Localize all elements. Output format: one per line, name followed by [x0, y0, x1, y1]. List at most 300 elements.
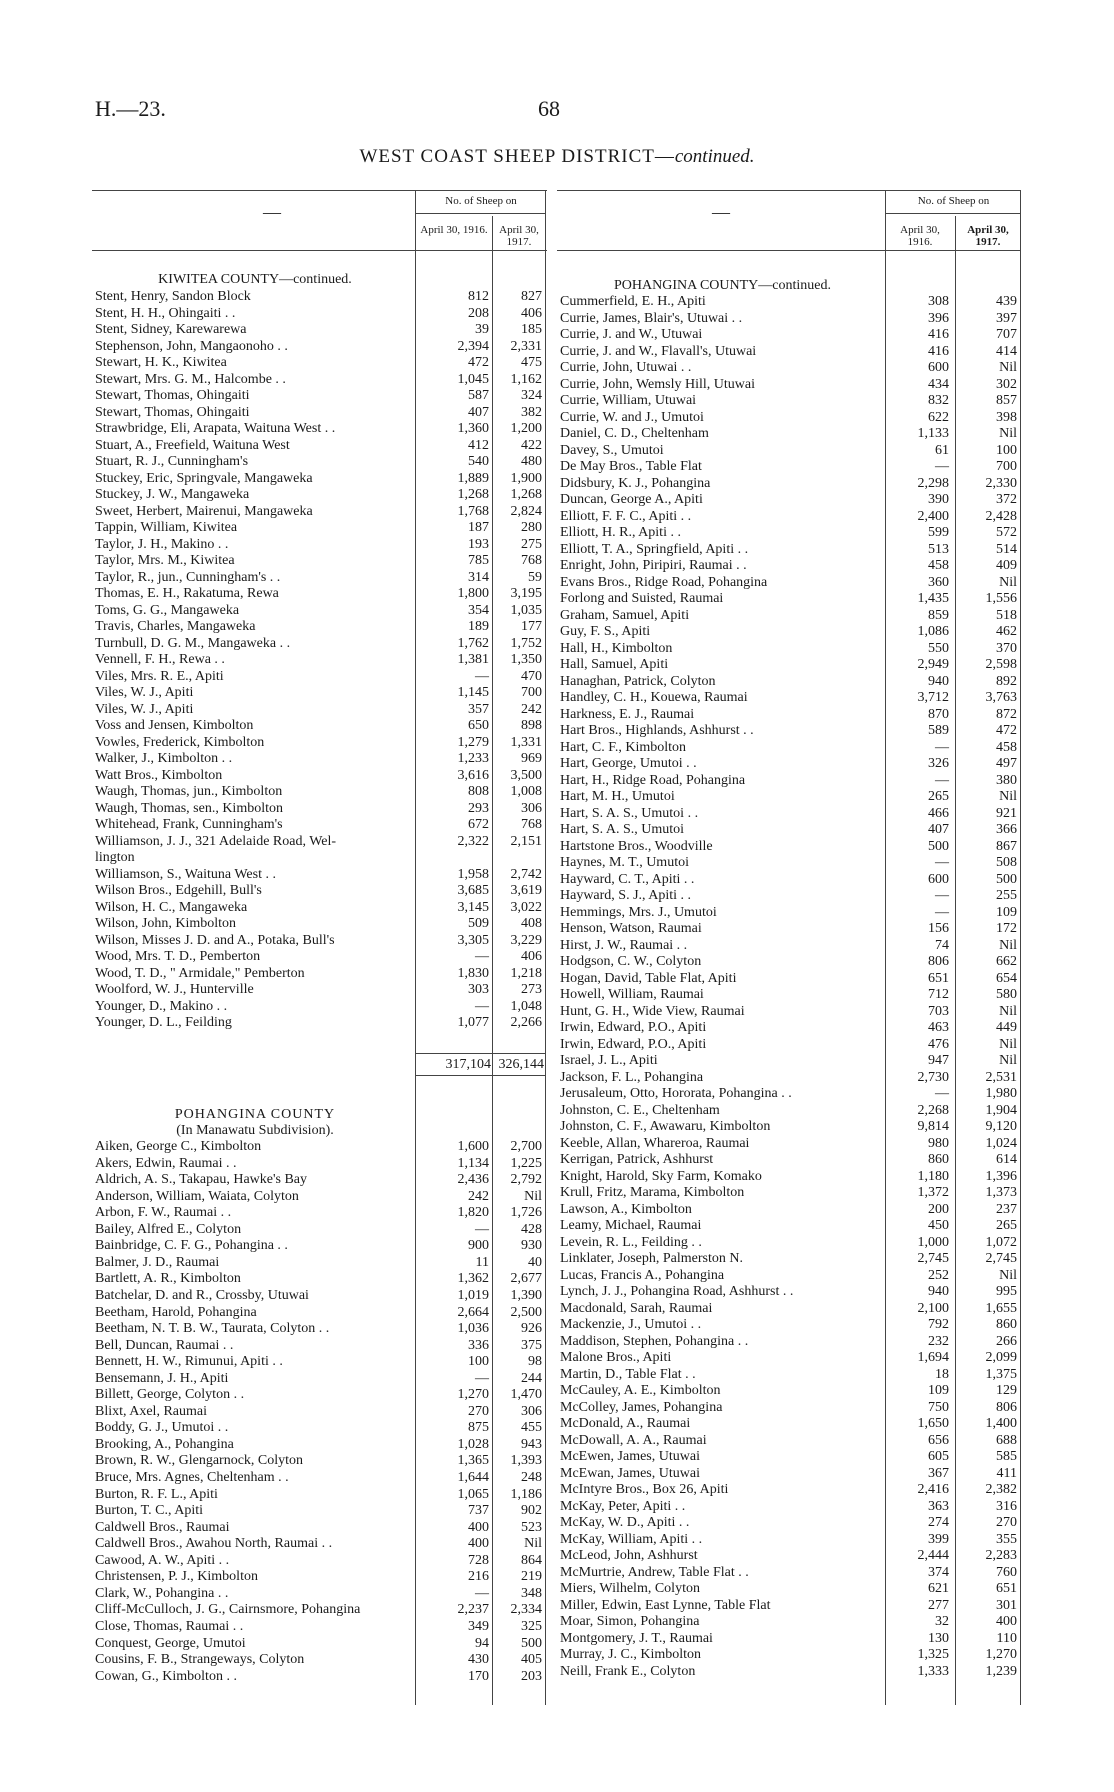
sheep-1917: 372: [996, 492, 1017, 507]
sheep-1916: 870: [928, 706, 949, 722]
table-row: [560, 1664, 1017, 1680]
table-row: [560, 492, 1017, 508]
sheep-1917: 219: [521, 1569, 542, 1585]
sheep-1917: 921: [996, 805, 1017, 821]
sheep-1916: 270: [468, 1403, 489, 1419]
left-table: [95, 190, 545, 1705]
table-row: [95, 1586, 542, 1602]
sheep-1917: 470: [521, 668, 542, 684]
sheep-1916: 947: [928, 1053, 949, 1068]
sheep-1917: 827: [521, 289, 542, 304]
table-row: [95, 1387, 542, 1403]
sheep-1917: Nil: [999, 426, 1017, 441]
sheep-1917: 2,334: [510, 1602, 542, 1618]
sheep-1916: 354: [468, 602, 489, 618]
sheep-1916: 3,616: [457, 767, 489, 783]
sheep-1916: 308: [928, 294, 949, 309]
table-row: [95, 1569, 542, 1585]
sheep-1917: Nil: [999, 1053, 1017, 1068]
sheep-1916: 374: [928, 1564, 949, 1580]
sheep-1916: 980: [928, 1135, 949, 1151]
holder-name: Handley, C. H., Kouewa, Raumai: [560, 690, 748, 705]
sheep-1916: 130: [928, 1630, 949, 1646]
table-row: [95, 834, 542, 850]
title-suffix: continued.: [674, 146, 755, 167]
sheep-1917: 2,151: [510, 833, 542, 849]
sheep-1916: 2,322: [457, 833, 489, 849]
sheep-1916: 513: [928, 541, 949, 557]
table-row: [95, 1371, 542, 1387]
holder-name: Graham, Samuel, Apiti: [560, 607, 690, 623]
table-row: [95, 570, 542, 586]
holder-name: Miers, Wilhelm, Colyton: [560, 1581, 700, 1596]
sheep-1917: 500: [521, 1635, 542, 1651]
table-row: [95, 1636, 542, 1652]
table-row: [95, 1271, 542, 1287]
holder-name: Malone Bros., Apiti: [560, 1350, 672, 1365]
sheep-1916: 1,694: [917, 1350, 949, 1365]
holder-name: Lucas, Francis A., Pohangina: [560, 1267, 725, 1283]
holder-name: Akers, Edwin, Raumai . .: [95, 1155, 237, 1171]
title-main: WEST COAST SHEEP DISTRICT: [359, 146, 655, 167]
sheep-1916: 277: [928, 1597, 949, 1613]
table-row: [560, 740, 1017, 756]
sheep-1917: 2,500: [510, 1304, 542, 1320]
table-row: [95, 504, 542, 520]
sheep-1917: 700: [996, 459, 1017, 474]
sheep-1917: 237: [996, 1201, 1017, 1217]
sheep-1917: 1,072: [985, 1234, 1017, 1250]
holder-name: Hemmings, Mrs. J., Umutoi: [560, 904, 717, 920]
holder-name: Stent, H. H., Ohingaiti . .: [95, 305, 236, 321]
sheep-1916: 94: [475, 1635, 489, 1651]
holder-name: Harkness, E. J., Raumai: [560, 706, 695, 722]
sheep-1916: —: [935, 459, 949, 474]
sheep-1916: 622: [928, 409, 949, 425]
sheep-1916: 349: [468, 1618, 489, 1634]
holder-name: Guy, F. S., Apiti: [560, 624, 651, 639]
sheep-1917: 898: [521, 718, 542, 733]
sheep-1917: 398: [996, 409, 1017, 425]
sheep-1917: 651: [996, 1581, 1017, 1596]
holder-name: Elliott, H. R., Apiti . .: [560, 525, 681, 540]
sheep-1916: 399: [928, 1531, 949, 1547]
table-row: [95, 949, 542, 965]
sheep-1916: 712: [928, 987, 949, 1002]
table-row: [560, 954, 1017, 970]
table-row: [560, 1350, 1017, 1366]
holder-name: Kerrigan, Patrick, Ashhurst: [560, 1152, 714, 1167]
sheep-1917: 614: [996, 1152, 1017, 1167]
sheep-1917: 1,904: [985, 1102, 1017, 1118]
sheep-1916: 472: [468, 355, 489, 370]
sheep-1917: 930: [521, 1238, 542, 1254]
table-row: [560, 1070, 1017, 1086]
sheep-1917: 270: [996, 1515, 1017, 1530]
sheep-1916: 274: [928, 1515, 949, 1530]
table-row: [95, 619, 542, 635]
holder-name: Currie, James, Blair's, Utuwai . .: [560, 310, 743, 326]
table-row: [560, 558, 1017, 574]
holder-name: Miller, Edwin, East Lynne, Table Flat: [560, 1597, 771, 1613]
table-row: [560, 1284, 1017, 1300]
sheep-1916: 109: [928, 1383, 949, 1398]
table-row: [560, 1086, 1017, 1102]
sheep-1916: 900: [468, 1238, 489, 1254]
holder-name: Caldwell Bros., Awahou North, Raumai . .: [95, 1536, 333, 1552]
holder-name: Duncan, George A., Apiti: [560, 492, 703, 507]
table-row: [560, 921, 1017, 937]
sheep-1917: 273: [521, 982, 542, 997]
holder-name: Toms, G. G., Mangaweka: [95, 602, 240, 618]
sheep-1917: 9,120: [985, 1119, 1017, 1134]
sheep-1917: Nil: [524, 1188, 542, 1204]
sheep-1916: 360: [928, 574, 949, 590]
holder-name: McCauley, A. E., Kimbolton: [560, 1383, 721, 1398]
holder-name: Enright, John, Piripiri, Raumai . .: [560, 558, 747, 573]
holder-name: Taylor, R., jun., Cunningham's . .: [95, 569, 281, 585]
sheep-1917: 3,619: [510, 883, 542, 898]
sheep-1917: 3,229: [510, 932, 542, 948]
table-row: [95, 438, 542, 454]
col-header-1917: April 30, 1917.: [499, 224, 539, 248]
holder-name: Jerusaleum, Otto, Hororata, Pohangina . .: [560, 1086, 792, 1101]
sheep-1916: 2,100: [917, 1300, 949, 1316]
sheep-1916: 1,644: [457, 1470, 489, 1485]
section-heading: KIWITEA COUNTY—continued.: [158, 272, 352, 287]
holder-name: Forlong and Suisted, Raumai: [560, 591, 724, 606]
table-row: [560, 1037, 1017, 1053]
holder-name: Krull, Fritz, Marama, Kimbolton: [560, 1185, 745, 1200]
sheep-1917: 2,745: [985, 1251, 1017, 1266]
holder-name: Taylor, J. H., Makino . .: [95, 536, 229, 552]
sheep-1917: 2,792: [510, 1172, 542, 1188]
sheep-1917: 662: [996, 954, 1017, 969]
table-row: [95, 553, 542, 569]
sheep-1916: 3,685: [457, 883, 489, 898]
table-row: [95, 1503, 542, 1519]
holder-name: Knight, Harold, Sky Farm, Komako: [560, 1168, 762, 1184]
holder-name: Conquest, George, Umutoi: [95, 1635, 246, 1651]
sheep-1917: 355: [996, 1531, 1017, 1547]
sheep-1917: 1,186: [510, 1486, 542, 1502]
holder-name: Wood, Mrs. T. D., Pemberton: [95, 949, 261, 964]
sheep-1916: 412: [468, 437, 489, 453]
sheep-1917: 2,742: [510, 866, 542, 882]
table-row: [560, 1482, 1017, 1498]
holder-name: Woolford, W. J., Hunterville: [95, 982, 254, 997]
sheep-1917: Nil: [999, 789, 1017, 804]
sheep-1916: 363: [928, 1498, 949, 1514]
table-row: [95, 702, 542, 718]
holder-name: Bensemann, J. H., Apiti: [95, 1370, 229, 1386]
sheep-1916: 430: [468, 1652, 489, 1668]
holder-name: Aldrich, A. S., Takapau, Hawke's Bay: [95, 1172, 308, 1188]
sheep-1917: 406: [521, 949, 542, 964]
table-row: [560, 1202, 1017, 1218]
holder-name: Waugh, Thomas, sen., Kimbolton: [95, 800, 283, 816]
sheep-1917: 2,700: [510, 1139, 542, 1154]
table-row: [95, 421, 542, 437]
sheep-1916: 1,762: [457, 635, 489, 651]
table-row: [95, 1189, 542, 1205]
sheep-1917: 266: [996, 1333, 1017, 1349]
holder-name: McDonald, A., Raumai: [560, 1416, 691, 1431]
sheep-1916: 61: [935, 442, 949, 458]
sheep-1917: Nil: [999, 937, 1017, 953]
holder-name: Wilson Bros., Edgehill, Bull's: [95, 883, 262, 898]
holder-name: McMurtrie, Andrew, Table Flat . .: [560, 1564, 749, 1580]
sheep-1917: 306: [521, 1403, 542, 1419]
holder-name: Tappin, William, Kiwitea: [95, 520, 238, 535]
table-row: [560, 525, 1017, 541]
table-row: [560, 1152, 1017, 1168]
sheep-1916: 2,664: [457, 1304, 489, 1320]
table-row: [95, 289, 542, 305]
table-row: [95, 1321, 542, 1337]
sheep-1917: 497: [996, 756, 1017, 771]
table-row: [560, 459, 1017, 475]
holder-name: McEwen, James, Utuwai: [560, 1449, 700, 1464]
table-row: [560, 575, 1017, 591]
holder-name: Bruce, Mrs. Agnes, Cheltenham . .: [95, 1470, 289, 1485]
table-row: [560, 1631, 1017, 1647]
holder-name: Davey, S., Umutoi: [560, 442, 664, 458]
table-row: [95, 306, 542, 322]
sheep-1917: 408: [521, 916, 542, 931]
holder-name: Hanaghan, Patrick, Colyton: [560, 673, 716, 689]
table-row: [95, 751, 542, 767]
sheep-1917: 100: [996, 442, 1017, 458]
sheep-1916: 860: [928, 1152, 949, 1167]
sheep-1916: 600: [928, 360, 949, 375]
table-row: [95, 355, 542, 371]
sheep-1917: 867: [996, 838, 1017, 854]
sheep-1916: 737: [468, 1503, 489, 1519]
sheep-1916: 589: [928, 723, 949, 738]
sheep-1916: 1,600: [457, 1139, 489, 1154]
table-row: [95, 1669, 542, 1685]
holder-name: Hall, Samuel, Apiti: [560, 657, 669, 672]
table-row: [95, 933, 542, 949]
sheep-1916: 1,065: [457, 1486, 489, 1502]
sheep-1916: 1,019: [457, 1287, 489, 1303]
holder-name: Balmer, J. D., Raumai: [95, 1254, 220, 1270]
sheep-1916: 407: [468, 404, 489, 420]
sheep-1916: 2,949: [917, 657, 949, 672]
sheep-1916: 1,958: [457, 866, 489, 882]
sheep-1917: 1,048: [510, 998, 542, 1014]
holder-name: Currie, John, Wemsly Hill, Utuwai: [560, 376, 755, 392]
table-row: [560, 1004, 1017, 1020]
sheep-1916: 193: [468, 536, 489, 552]
sheep-1917: 1,350: [510, 652, 542, 667]
sheep-1917: 397: [996, 310, 1017, 326]
sheep-1916: 156: [928, 921, 949, 936]
sheep-1916: 2,298: [917, 475, 949, 491]
table-row: [560, 938, 1017, 954]
holder-name: Hall, H., Kimbolton: [560, 640, 673, 656]
holder-name: McLeod, John, Ashhurst: [560, 1548, 698, 1563]
sheep-1917: 98: [528, 1354, 542, 1370]
sheep-1917: Nil: [999, 1267, 1017, 1283]
sheep-1917: 458: [996, 739, 1017, 755]
table-row: [95, 537, 542, 553]
holder-name: Bennett, H. W., Rimunui, Apiti . .: [95, 1354, 283, 1370]
sheep-1916: 1,028: [457, 1436, 489, 1452]
table-row: [560, 1433, 1017, 1449]
sheep-1916: 1,435: [917, 591, 949, 606]
sheep-1916: 656: [928, 1432, 949, 1448]
sheep-1917: 1,225: [510, 1155, 542, 1171]
holder-name: Vennell, F. H., Rewa . .: [95, 652, 225, 667]
sheep-1917: 943: [521, 1436, 542, 1452]
sheep-1916: 187: [468, 520, 489, 535]
sheep-1917: 3,763: [985, 690, 1017, 705]
holder-name: Wilson, H. C., Mangaweka: [95, 899, 248, 915]
sheep-1916: 32: [935, 1614, 949, 1629]
sheep-1916: 9,814: [917, 1119, 949, 1134]
sheep-1917: 688: [996, 1432, 1017, 1448]
table-row: [95, 1652, 542, 1668]
sheep-1916: 293: [468, 800, 489, 816]
sheep-1916: 600: [928, 871, 949, 887]
table-row: [560, 1053, 1017, 1069]
table-row: [95, 1437, 542, 1453]
sheep-1917: 405: [521, 1652, 542, 1668]
sheep-1917: 439: [996, 294, 1017, 309]
holder-name: Henson, Watson, Raumai: [560, 921, 702, 936]
sheep-1917: 1,556: [985, 591, 1017, 606]
sheep-1916: 18: [935, 1366, 949, 1382]
sheep-1916: 400: [468, 1519, 489, 1535]
sheep-1917: 1,900: [510, 470, 542, 486]
table-row: [560, 608, 1017, 624]
holder-name: Blixt, Axel, Raumai: [95, 1403, 207, 1419]
sheep-1916: 39: [475, 322, 489, 337]
holder-name: Viles, Mrs. R. E., Apiti: [95, 668, 224, 684]
sheep-1917: 129: [996, 1383, 1017, 1398]
sheep-1917: 366: [996, 822, 1017, 837]
sheep-1916: 806: [928, 954, 949, 969]
holder-name: Caldwell Bros., Raumai: [95, 1519, 230, 1535]
holder-name: Aiken, George C., Kimbolton: [95, 1139, 262, 1154]
sheep-1916: 326: [928, 756, 949, 771]
rule: [557, 250, 1021, 251]
sheep-1917: 1,655: [985, 1300, 1017, 1316]
table-row: [95, 636, 542, 652]
table-row: [560, 426, 1017, 442]
sheep-1917: 3,500: [510, 767, 542, 783]
sheep-1916: 500: [928, 838, 949, 854]
rule: [92, 190, 547, 191]
table-row: [95, 850, 542, 866]
sheep-1917: 428: [521, 1221, 542, 1237]
description-dash: —: [712, 202, 730, 222]
sheep-1917: 1,200: [510, 421, 542, 436]
table-row: [95, 1156, 542, 1172]
holder-name: Stewart, Mrs. G. M., Halcombe . .: [95, 371, 286, 387]
sheep-1916: 463: [928, 1020, 949, 1035]
table-row: [95, 471, 542, 487]
holder-name: Burton, R. F. L., Apiti: [95, 1486, 218, 1502]
sheep-1917: 580: [996, 987, 1017, 1002]
table-row: [95, 1420, 542, 1436]
sheep-1917: 1,373: [985, 1185, 1017, 1200]
sheep-1917: 523: [521, 1519, 542, 1535]
table-row: [95, 322, 542, 338]
table-row: [560, 872, 1017, 888]
sheep-1916: 434: [928, 376, 949, 392]
sheep-1917: 518: [996, 607, 1017, 623]
table-row: [560, 905, 1017, 921]
holder-name: Hayward, S. J., Apiti . .: [560, 888, 692, 903]
table-row: [560, 888, 1017, 904]
table-row: [560, 1020, 1017, 1036]
sheep-1916: 1,134: [457, 1155, 489, 1171]
sheep-1917: 301: [996, 1597, 1017, 1613]
table-row: [95, 405, 542, 421]
table-row: [560, 1185, 1017, 1201]
table-row: [95, 735, 542, 751]
sheep-1917: 348: [521, 1585, 542, 1601]
sheep-1916: 2,444: [917, 1548, 949, 1563]
holder-name: McKay, W. D., Apiti . .: [560, 1515, 690, 1530]
holder-name: Vowles, Frederick, Kimbolton: [95, 734, 265, 750]
sheep-1917: 414: [996, 343, 1017, 359]
holder-name: Close, Thomas, Raumai . .: [95, 1618, 244, 1634]
holder-name: Voss and Jensen, Kimbolton: [95, 718, 254, 733]
sheep-1917: 2,598: [985, 657, 1017, 672]
sheep-1917: 585: [996, 1449, 1017, 1464]
holder-name: Strawbridge, Eli, Arapata, Waituna West . .: [95, 421, 336, 436]
table-row: [95, 669, 542, 685]
sheep-1916: 1,086: [917, 624, 949, 639]
rule: [415, 213, 545, 214]
sheep-1917: 2,382: [985, 1482, 1017, 1497]
table-row: [560, 542, 1017, 558]
rule: [557, 190, 1021, 191]
holder-name: Viles, W. J., Apiti: [95, 701, 194, 717]
holder-name: Macdonald, Sarah, Raumai: [560, 1300, 713, 1316]
holder-name: Leamy, Michael, Raumai: [560, 1218, 702, 1233]
table-row: [95, 784, 542, 800]
holder-name: Watt Bros., Kimbolton: [95, 767, 223, 783]
holder-name: Howell, William, Raumai: [560, 987, 704, 1002]
table-row: [95, 1602, 542, 1618]
table-row: [560, 1367, 1017, 1383]
holder-name: Mackenzie, J., Umutoi . .: [560, 1317, 702, 1332]
sheep-1916: 189: [468, 619, 489, 634]
table-row: [560, 690, 1017, 706]
sheep-1916: 407: [928, 822, 949, 837]
table-row: [560, 1103, 1017, 1119]
sheep-1917: 2,677: [510, 1271, 542, 1287]
sheep-1916: 1,333: [917, 1663, 949, 1679]
sheep-1916: 605: [928, 1449, 949, 1464]
table-row: [95, 603, 542, 619]
sheep-1916: 1,360: [457, 421, 489, 436]
table-row: [560, 327, 1017, 343]
holder-name: Sweet, Herbert, Mairenui, Mangaweka: [95, 503, 313, 519]
sheep-1916: 242: [468, 1188, 489, 1204]
sheep-1916: 792: [928, 1317, 949, 1332]
sheep-1916: 458: [928, 558, 949, 573]
sheep-1916: 74: [935, 937, 949, 953]
sheep-1916: —: [475, 998, 489, 1014]
sheep-1916: 1,800: [457, 586, 489, 601]
sheep-1917: 926: [521, 1321, 542, 1337]
